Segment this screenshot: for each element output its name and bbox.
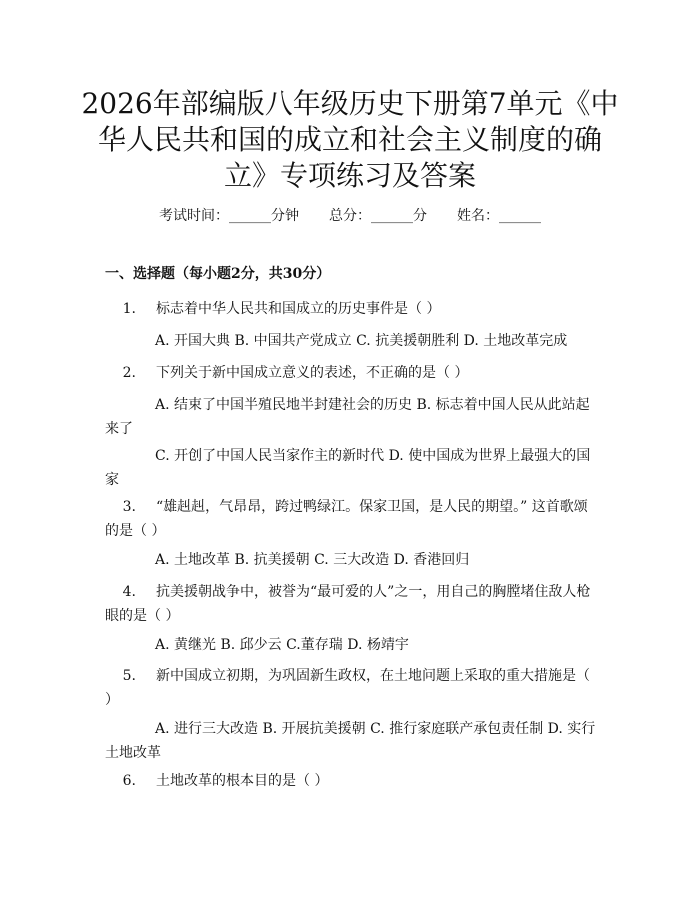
question-number: 3. [122, 499, 136, 515]
question-4 [105, 580, 600, 628]
question-5-options [105, 717, 600, 765]
student-name-label: 姓名：______ [457, 208, 541, 224]
total-score-label: 总分：______分 [329, 208, 427, 224]
question-2 [105, 361, 600, 385]
question-text: “雄赳赳，气昂昂，跨过鸭绿江。保家卫国，是人民的期望。” 这首歌颂的是（ ） [105, 499, 588, 539]
question-1-options [105, 329, 600, 353]
question-text: 标志着中华人民共和国成立的历史事件是（ ） [156, 301, 441, 317]
question-2-options-a [105, 393, 600, 441]
question-number: 4. [122, 584, 136, 600]
question-text: 新中国成立初期，为巩固新生政权，在土地问题上采取的重大措施是（ ） [105, 668, 590, 708]
question-number: 5. [122, 668, 136, 684]
options-text: A. 开国大典 B. 中国共产党成立 C. 抗美援朝胜利 D. 土地改革完成 [155, 333, 568, 349]
question-number: 6. [122, 773, 136, 789]
question-4-options [105, 633, 600, 657]
document-title: 2026年部编版八年级历史下册第7单元《中华人民共和国的成立和社会主义制度的确立》专项练习及答案 [81, 87, 619, 192]
options-text: A. 进行三大改造 B. 开展抗美援朝 C. 推行家庭联产承包责任制 D. 实行土地改革 [105, 721, 596, 761]
question-6 [105, 769, 600, 793]
question-2-options-b [105, 444, 600, 492]
section-heading-choice: 一、选择题（每小题2分，共30分） [105, 266, 331, 282]
question-text: 土地改革的根本目的是（ ） [156, 773, 329, 789]
question-text: 抗美援朝战争中，被誉为“最可爱的人”之一，用自己的胸膛堵住敌人枪眼的是（ ） [105, 584, 591, 624]
question-1 [105, 297, 600, 321]
question-number: 2. [122, 365, 136, 381]
exam-time-label: 考试时间：______分钟 [159, 208, 299, 224]
question-number: 1. [122, 301, 136, 317]
options-text: A. 土地改革 B. 抗美援朝 C. 三大改造 D. 香港回归 [155, 552, 470, 568]
options-text: A. 结束了中国半殖民地半封建社会的历史 B. 标志着中国人民从此站起来了 [105, 397, 590, 437]
question-3 [105, 495, 600, 543]
options-text: C. 开创了中国人民当家作主的新时代 D. 使中国成为世界上最强大的国家 [105, 448, 591, 488]
exam-info-line [0, 206, 700, 226]
question-5 [105, 664, 600, 712]
question-3-options [105, 548, 600, 572]
question-text: 下列关于新中国成立意义的表述，不正确的是（ ） [156, 365, 469, 381]
options-text: A. 黄继光 B. 邱少云 C.董存瑞 D. 杨靖宇 [155, 637, 409, 653]
